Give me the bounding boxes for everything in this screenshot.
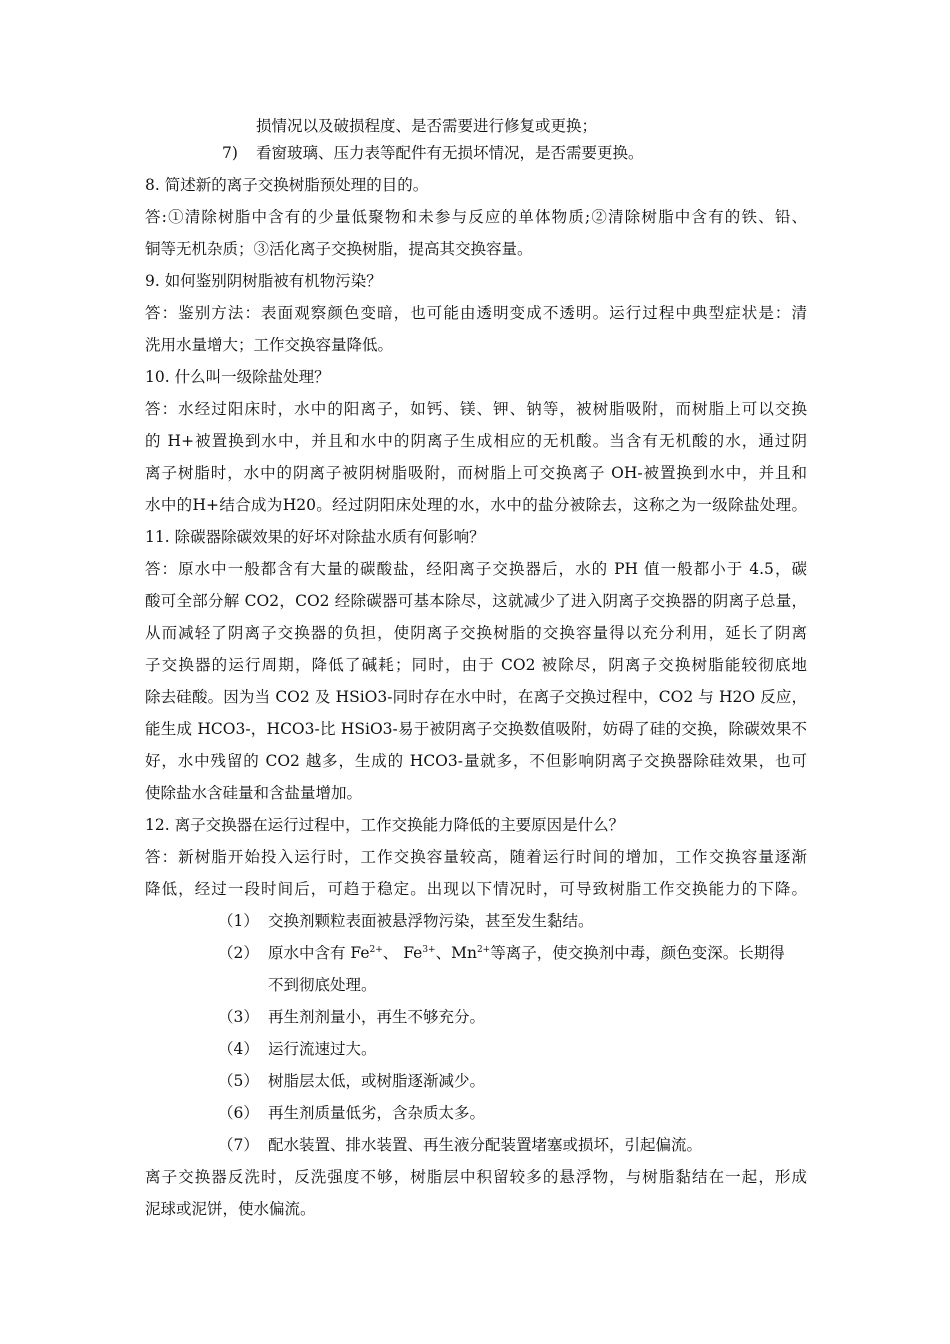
answer-11-line-1: 答：原水中一般都含有大量的碳酸盐，经阳离子交换器后，水的 PH 值一般都小于 4.5，碳	[145, 560, 807, 578]
text-segment: 原水中含有 Fe	[268, 944, 370, 962]
list-number: （5）	[218, 1072, 259, 1090]
list-number: （1）	[218, 912, 259, 930]
answer-10-line-3: 离子树脂时，水中的阴离子被阴树脂吸附，而树脂上可交换离子 OH-被置换到水中，并且和	[145, 464, 807, 482]
answer-10-line-4: 水中的H+结合成为H20。经过阴阳床处理的水，水中的盐分被除去，这称之为一级除盐处理。	[145, 496, 807, 514]
question-12: 12. 离子交换器在运行过程中，工作交换能力降低的主要原因是什么？	[145, 816, 625, 834]
text-segment: 、Mn	[435, 944, 477, 962]
question-11: 11. 除碳器除碳效果的好坏对除盐水质有何影响？	[145, 528, 485, 546]
list-text: 看窗玻璃、压力表等配件有无损坏情况，是否需要更换。	[256, 144, 644, 162]
list-item-5	[0, 1065, 950, 1097]
list-number: （7）	[218, 1136, 259, 1154]
answer-11-line-8: 使除盐水含硅量和含盐量增加。	[145, 784, 363, 802]
text-segment: 等离子，使交换剂中毒，颜色变深。长期得	[490, 944, 785, 962]
answer-11-line-5: 除去硅酸。因为当 CO2 及 HSiO3-同时存在水中时，在离子交换过程中，CO2 与 H2O 反应，	[145, 688, 807, 706]
list-text: 配水装置、排水装置、再生液分配装置堵塞或损坏，引起偏流。	[268, 1136, 703, 1154]
answer-10-line-1: 答：水经过阳床时，水中的阳离子，如钙、镁、钾、钠等，被树脂吸附，而树脂上可以交换	[145, 400, 807, 418]
list-text: 树脂层太低，或树脂逐渐减少。	[268, 1072, 486, 1090]
list-item-2	[0, 937, 950, 969]
list-text	[268, 937, 785, 969]
list-item-2-continued: 不到彻底处理。	[268, 976, 377, 994]
list-item-7	[0, 137, 950, 169]
list-number: （6）	[218, 1104, 259, 1122]
list-text: 再生剂剂量小，再生不够充分。	[268, 1008, 486, 1026]
closing-line-1: 离子交换器反洗时，反洗强度不够，树脂层中积留较多的悬浮物，与树脂黏结在一起，形成	[145, 1168, 807, 1186]
answer-11-line-4: 子交换器的运行周期，降低了碱耗；同时，由于 CO2 被除尽，阴离子交换树脂能较彻底地	[145, 656, 807, 674]
answer-12-line-1: 答：新树脂开始投入运行时，工作交换容量较高，随着运行时间的增加，工作交换容量逐渐	[145, 848, 807, 866]
answer-8-line-1: 答:①清除树脂中含有的少量低聚物和未参与反应的单体物质;②清除树脂中含有的铁、铅、	[145, 208, 807, 226]
question-9: 9. 如何鉴别阴树脂被有机物污染？	[145, 272, 382, 290]
list-number: （3）	[218, 1008, 259, 1026]
list-text: 运行流速过大。	[268, 1040, 377, 1058]
list-text: 交换剂颗粒表面被悬浮物污染，甚至发生黏结。	[268, 912, 594, 930]
list-item-6	[0, 1097, 950, 1129]
list-item-3	[0, 1001, 950, 1033]
closing-line-2: 泥球或泥饼，使水偏流。	[145, 1200, 316, 1218]
paragraph-line: 损情况以及破损程度、是否需要进行修复或更换；	[256, 117, 598, 135]
answer-11-line-6: 能生成 HCO3-，HCO3-比 HSiO3-易于被阴离子交换数值吸附，妨碍了硅的交换，除碳效果不	[145, 720, 807, 738]
text-segment: 、 Fe	[382, 944, 423, 962]
list-text: 再生剂质量低劣，含杂质太多。	[268, 1104, 486, 1122]
question-10: 10. 什么叫一级除盐处理？	[145, 368, 330, 386]
answer-8-line-2: 铜等无机杂质；③活化离子交换树脂，提高其交换容量。	[145, 240, 533, 258]
list-item-4	[0, 1033, 950, 1065]
list-number: 7)	[222, 144, 238, 162]
superscript: 2+	[476, 944, 491, 955]
answer-11-line-2: 酸可全部分解 CO2，CO2 经除碳器可基本除尽，这就减少了进入阴离子交换器的阴离子总量，	[145, 592, 807, 610]
answer-11-line-7: 好，水中残留的 CO2 越多，生成的 HCO3-量就多，不但影响阴离子交换器除硅效果，也可	[145, 752, 807, 770]
answer-12-line-2: 降低，经过一段时间后，可趋于稳定。出现以下情况时，可导致树脂工作交换能力的下降。	[145, 880, 807, 898]
list-item-1	[0, 905, 950, 937]
answer-9-line-2: 洗用水量增大；工作交换容量降低。	[145, 336, 394, 354]
answer-11-line-3: 从而减轻了阴离子交换器的负担，使阴离子交换树脂的交换容量得以充分利用，延长了阴离	[145, 624, 807, 642]
superscript: 3+	[422, 944, 436, 955]
answer-9-line-1: 答：鉴别方法：表面观察颜色变暗，也可能由透明变成不透明。运行过程中典型症状是：清	[145, 304, 807, 322]
superscript: 2+	[369, 944, 383, 955]
list-item-7b	[0, 1129, 950, 1161]
answer-10-line-2: 的 H+被置换到水中，并且和水中的阴离子生成相应的无机酸。当含有无机酸的水，通过阴	[145, 432, 807, 450]
list-number: （4）	[218, 1040, 259, 1058]
list-number: （2）	[218, 944, 259, 962]
question-8: 8. 简述新的离子交换树脂预处理的目的。	[145, 176, 429, 194]
